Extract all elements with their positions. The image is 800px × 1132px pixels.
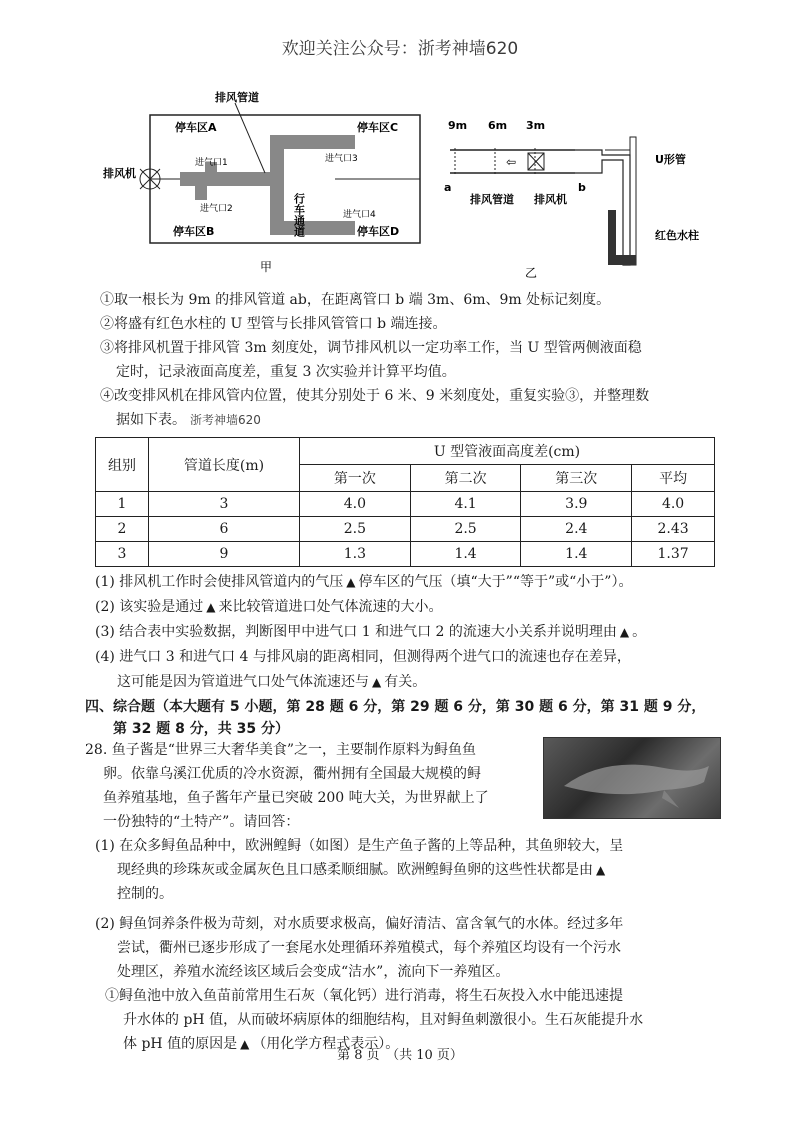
- step-4-text: 据如下表。: [116, 412, 186, 428]
- q28-intro-line: 鱼养殖基地，鱼子酱年产量已突破 200 吨大关，为世界献上了: [103, 790, 489, 806]
- q28-intro-line: 一份独特的“土特产”。请回答：: [103, 814, 300, 830]
- cell-value: 1.4: [521, 542, 632, 567]
- mark-9m: 9m: [448, 119, 468, 132]
- step-4-cont: [100, 408, 730, 432]
- mark-3m: 3m: [526, 119, 546, 132]
- road-label: 行车通道: [292, 193, 306, 237]
- answer-blank: ▲: [206, 600, 216, 614]
- cell-group: 3: [96, 542, 149, 567]
- end-b-label: b: [578, 181, 586, 194]
- sub2-line: 处理区，养殖水流经该区域后会变成“洁水”，流向下一养殖区。: [117, 964, 510, 980]
- cell-length: 9: [149, 542, 300, 567]
- fish-icon: [544, 738, 720, 818]
- experiment-steps: [100, 288, 730, 432]
- yi-caption: 乙: [525, 266, 538, 280]
- q28-subquestions: [95, 834, 725, 1056]
- sub2-i-line: 升水体的 pH 值，从而破坏病原体的细胞结构，且对鲟鱼刺激很小。生石灰能提升水: [123, 1012, 644, 1028]
- duct-top-branch: [270, 135, 355, 149]
- step-3: ③将排风机置于排风管 3m 刻度处，调节排风机以一定功率工作，当 U 型管两侧液面稳: [100, 340, 642, 356]
- q3-text: (3) 结合表中实验数据，判断图甲中进气口 1 和进气口 2 的流速大小关系并说明理由: [95, 624, 617, 640]
- q28-intro-line: 28. 鱼子酱是“世界三大奢华美食”之一，主要制作原料为鲟鱼鱼: [85, 742, 477, 758]
- answer-blank: ▲: [240, 1037, 250, 1051]
- cell-value: 4.0: [300, 492, 411, 517]
- cell-value: 2.5: [300, 517, 411, 542]
- cell-value: 2.4: [521, 517, 632, 542]
- q2-text: (2) 该实验是通过: [95, 599, 204, 615]
- sturgeon-photo: [543, 737, 721, 819]
- sub1-text: 现经典的珍珠灰或金属灰色且口感柔顺细腻。欧洲鳇鲟鱼卵的这些性状都是由: [117, 862, 593, 878]
- question-4: (4) 进气口 3 和进气口 4 与排风扇的距离相同，但测得两个进气口的流速也存在差异，: [95, 649, 631, 665]
- flow-arrow-icon: ⇦: [506, 155, 517, 169]
- question-4-cont: [95, 670, 725, 695]
- subheader-1: 第一次: [300, 465, 411, 492]
- cell-group: 2: [96, 517, 149, 542]
- q1-text: (1) 排风机工作时会使排风管道内的气压: [95, 574, 344, 590]
- answer-blank: ▲: [619, 625, 630, 639]
- answer-blank: ▲: [346, 575, 356, 589]
- yi-pipe-label: 排风管道: [470, 193, 514, 206]
- table-row: [96, 492, 715, 517]
- figure-yi: [440, 115, 720, 280]
- sub1-line: 控制的。: [117, 886, 173, 902]
- water-column-label: 红色水柱: [655, 229, 699, 242]
- header-length: 管道长度(m): [149, 438, 300, 492]
- cell-length: 6: [149, 517, 300, 542]
- table-row: [96, 542, 715, 567]
- header-diff: U 型管液面高度差(cm): [300, 438, 715, 465]
- sub2-i-text-end: （用化学方程式表示）。: [252, 1036, 400, 1052]
- q4-text: 这可能是因为管道进气口处气体流速还与: [117, 674, 369, 690]
- zone-a-label: 停车区A: [175, 121, 217, 134]
- inlet-3-label: 进气口3: [325, 154, 358, 164]
- cell-value: 4.1: [410, 492, 521, 517]
- inlet-1-label: 进气口1: [195, 158, 228, 168]
- header-group: 组别: [96, 438, 149, 492]
- step-2: ②将盛有红色水柱的 U 型管与长排风管管口 b 端连接。: [100, 316, 447, 332]
- cell-value: 1.4: [410, 542, 521, 567]
- section-title-line1: 四、综合题（本大题有 5 小题，第 28 题 6 分，第 29 题 6 分，第 30 题 6 分，第 31 题 9 分，: [85, 699, 706, 715]
- jia-caption: 甲: [260, 260, 273, 274]
- question-1: [95, 570, 725, 595]
- questions: [95, 570, 725, 695]
- answer-blank: ▲: [372, 675, 382, 689]
- duct-bottom-branch: [270, 221, 355, 235]
- sub2-i-text: 体 pH 值的原因是: [123, 1036, 238, 1052]
- sub2-line: 尝试，衢州已逐步形成了一套尾水处理循环养殖模式，每个养殖区均设有一个污水: [117, 940, 621, 956]
- sub2-line: (2) 鲟鱼饲养条件极为苛刻，对水质要求极高，偏好清洁、富含氧气的水体。经过多年: [95, 916, 624, 932]
- section-title-line2: 第 32 题 8 分，共 35 分）: [113, 721, 289, 737]
- step-4: ④改变排风机在排风管内位置，使其分别处于 6 米、9 米刻度处，重复实验③，并整理数: [100, 388, 650, 404]
- q4-text-end: 有关。: [384, 674, 427, 690]
- zone-d-label: 停车区D: [357, 225, 400, 238]
- q28-intro: [85, 738, 535, 834]
- q3-text-end: 。: [632, 624, 647, 640]
- step-watermark: 浙考神墙620: [190, 413, 261, 427]
- step-1: ①取一根长为 9m 的排风管道 ab，在距离管口 b 端 3m、6m、9m 处标记刻度。: [100, 292, 611, 308]
- question-3: [95, 620, 725, 645]
- cell-value: 3.9: [521, 492, 632, 517]
- q2-text-end: 来比较管道进口处气体流速的大小。: [218, 599, 443, 615]
- duct-vertical: [270, 135, 284, 235]
- u-tube-right: [630, 137, 636, 265]
- subheader-2: 第二次: [410, 465, 521, 492]
- inlet-4-label: 进气口4: [343, 210, 376, 220]
- u-tube-label: U形管: [655, 153, 686, 166]
- cell-value: 1.3: [300, 542, 411, 567]
- q1-text-end: 停车区的气压（填“大于”“等于”或“小于”）。: [358, 574, 633, 590]
- sub1-line: [95, 858, 725, 882]
- cell-value: 2.5: [410, 517, 521, 542]
- section-title: [85, 696, 745, 740]
- jia-pipe-label: 排风管道: [215, 91, 259, 104]
- table-row: [96, 517, 715, 542]
- zone-c-label: 停车区C: [357, 121, 399, 134]
- q28-intro-line: 卵。依靠乌溪江优质的冷水资源，衢州拥有全国最大规模的鲟: [103, 766, 481, 782]
- connector-tube: [575, 150, 630, 265]
- page-footer: 第 8 页 （共 10 页）: [337, 1048, 463, 1063]
- sub2-i-line: ①鲟鱼池中放入鱼苗前常用生石灰（氧化钙）进行消毒，将生石灰投入水中能迅速提: [105, 988, 623, 1004]
- question-2: [95, 595, 725, 620]
- end-a-label: a: [444, 181, 452, 194]
- step-3-cont: 定时，记录液面高度差，重复 3 次实验并计算平均值。: [116, 364, 456, 380]
- yi-fan-label: 排风机: [534, 193, 567, 206]
- cell-value: 2.43: [632, 517, 715, 542]
- inlet-2-label: 进气口2: [200, 204, 233, 214]
- header-watermark: 欢迎关注公众号：浙考神墙620: [281, 39, 519, 59]
- jia-fan-label: 排风机: [103, 167, 136, 180]
- mark-6m: 6m: [488, 119, 508, 132]
- cell-value: 1.37: [632, 542, 715, 567]
- subheader-avg: 平均: [632, 465, 715, 492]
- connector-top: [605, 140, 630, 150]
- red-column-bottom: [608, 255, 636, 265]
- duct-main-left: [180, 172, 280, 186]
- sub1-line: (1) 在众多鲟鱼品种中，欧洲鳇鲟（如图）是生产鱼子酱的上等品种，其鱼卵较大，呈: [95, 838, 624, 854]
- answer-blank: ▲: [596, 863, 606, 877]
- data-table: [95, 437, 715, 567]
- figure-jia: [95, 85, 425, 275]
- zone-b-label: 停车区B: [173, 225, 215, 238]
- duct-stub-2: [195, 186, 207, 200]
- fan-icon: [528, 153, 544, 170]
- cell-value: 4.0: [632, 492, 715, 517]
- cell-group: 1: [96, 492, 149, 517]
- pipe-leader-line: [235, 103, 265, 173]
- subheader-3: 第三次: [521, 465, 632, 492]
- cell-length: 3: [149, 492, 300, 517]
